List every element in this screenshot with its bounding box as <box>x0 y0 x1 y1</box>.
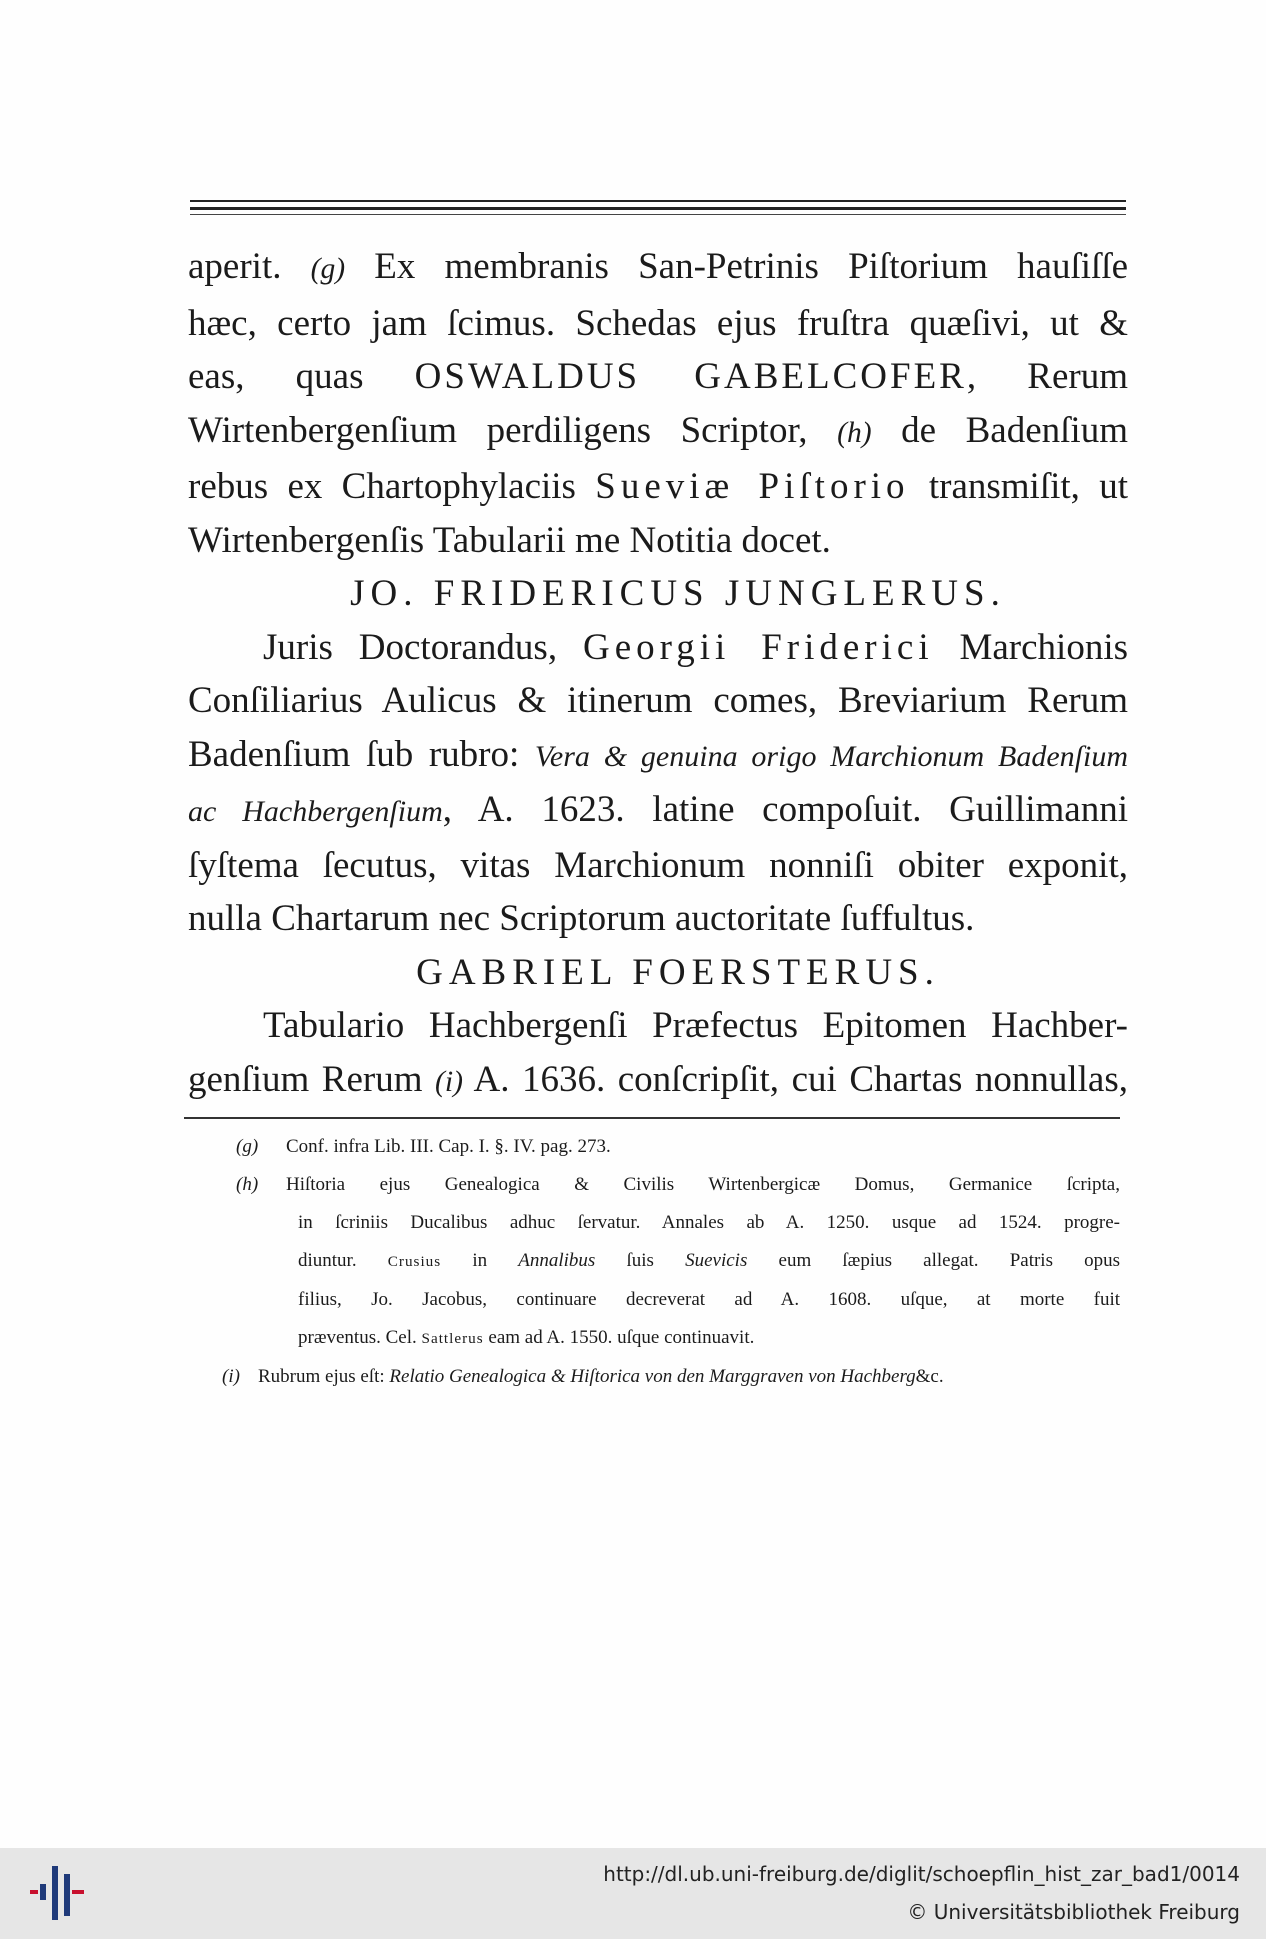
text-line: aperit. (g) Ex membranis San-Petrinis Piſtorium hauſiſſe <box>188 246 1128 287</box>
text-line: Wirtenbergenſium perdiligens Scriptor, (h) de Badenſium <box>188 409 1128 451</box>
footnote-line: præventus. Cel. Sattlerus eam ad A. 1550. uſque continuavit. <box>298 1327 755 1348</box>
footnote-line: diuntur. Crusius in Annalibus ſuis Suevicis eum ſæpius allegat. Patris opus <box>298 1250 1121 1271</box>
text-line: ac Hachbergenſium, A. 1623. latine compoſuit. Guillimanni <box>188 789 1128 830</box>
section-heading: GABRIEL FOERSTERUS. <box>416 951 940 993</box>
permalink-url[interactable]: http://dl.ub.uni-freiburg.de/diglit/schoepflin_hist_zar_bad1/0014 <box>603 1862 1240 1886</box>
text-line: Conſiliarius Aulicus & itinerum comes, Breviarium Rerum <box>188 680 1128 721</box>
text-line: Badenſium ſub rubro: Vera & genuina origo Marchionum Badenſium <box>188 733 1128 775</box>
text-line: Juris Doctorandus, Georgii Friderici Marchionis <box>263 626 1129 668</box>
header-rule <box>190 200 1126 202</box>
footnote-rule <box>184 1117 1120 1119</box>
footnote-ref: (h) <box>837 416 872 449</box>
text-line: rebus ex Chartophylaciis Sueviæ Piſtorio transmiſit, ut <box>188 466 1129 507</box>
footnote-ref: (g) <box>310 253 346 285</box>
text-line: Tabulario Hachbergenſi Præfectus Epitomen Hachber- <box>263 1005 1128 1046</box>
viewer-footer <box>0 1848 1266 1939</box>
footnotes <box>222 1128 1121 1396</box>
title-italic: ac Hachbergenſium <box>188 795 443 828</box>
footnote-h: (h) Hiſtoria ejus Genealogica & Civilis Wirtenbergicæ Domus, Germanice ſcripta, <box>236 1174 1120 1195</box>
section-heading: JO. FRIDERICUS JUNGLERUS. <box>350 573 1006 614</box>
footnote-line: in ſcriniis Ducalibus adhuc ſervatur. Annales ab A. 1250. usque ad 1524. progre- <box>298 1212 1120 1233</box>
title-italic: Vera & genuina origo Marchionum Badenſium <box>534 739 1128 773</box>
copyright-text: © Universitätsbibliothek Freiburg <box>907 1900 1240 1924</box>
text-line: genſium Rerum (i) A. 1636. conſcripſit, cui Chartas nonnullas, <box>188 1058 1128 1100</box>
text-line: Wirtenbergenſis Tabularii me Notitia docet. <box>188 519 831 561</box>
body-text <box>188 240 1128 1109</box>
footnote-ref: (i) <box>435 1065 463 1098</box>
text-line: eas, quas OSWALDUS GABELCOFER, Rerum <box>188 356 1128 397</box>
author-name: OSWALDUS GABELCOFER <box>414 356 967 397</box>
footnote-i: (i) Rubrum ejus eſt: Relatio Genealogica & Hiſtorica von den Marggraven von Hachberg&c. <box>222 1366 944 1387</box>
ub-freiburg-logo-icon[interactable] <box>30 1858 90 1928</box>
footnote-line: filius, Jo. Jacobus, continuare decreverat ad A. 1608. uſque, at morte fuit <box>298 1289 1120 1310</box>
text-line: ſyſtema ſecutus, vitas Marchionum nonniſi obiter exponit, <box>188 844 1128 886</box>
header-rule <box>190 214 1126 215</box>
text-line: nulla Chartarum nec Scriptorum auctoritate ſuffultus. <box>188 898 975 939</box>
header-rule <box>190 207 1126 210</box>
footnote-g: (g) Conf. infra Lib. III. Cap. I. §. IV. pag. 273. <box>236 1136 611 1157</box>
text-line: hæc, certo jam ſcimus. Schedas ejus fruſtra quæſivi, ut & <box>188 302 1128 344</box>
